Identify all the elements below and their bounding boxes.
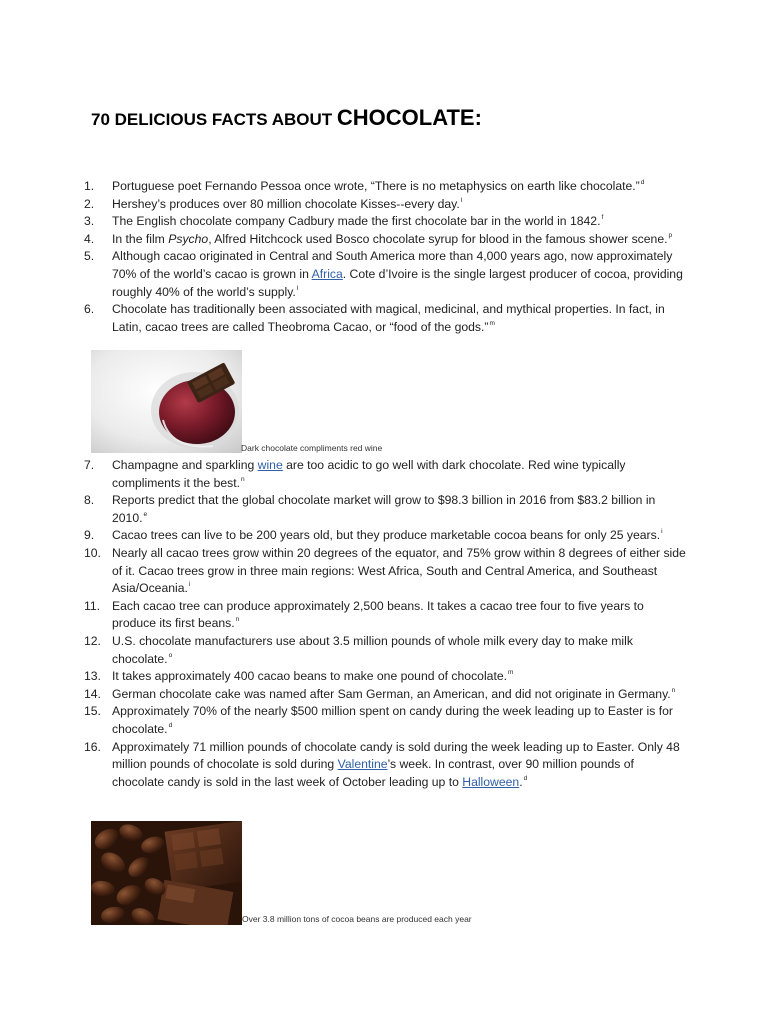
list-item	[0, 545, 687, 598]
item-text-end: .	[519, 774, 523, 789]
item-text: Chocolate has traditionally been associated with magical, medicinal, and mythical properties. In fact, in Latin, cacao trees are called Theobroma Cacao, or “food of the gods.”	[112, 302, 665, 334]
item-number: 16.	[84, 739, 101, 754]
item-number: 14.	[84, 686, 101, 701]
item-text: , Alfred Hitchcock used Bosco chocolate syrup for blood in the famous shower scene.	[208, 231, 668, 246]
item-text: Portuguese poet Fernando Pessoa once wrote, “There is no metaphysics on earth like chocolate.”	[112, 179, 640, 193]
item-number: 4.	[84, 231, 95, 246]
valentine-link[interactable]: Valentine	[337, 757, 388, 772]
list-item	[0, 668, 687, 686]
list-item	[0, 598, 687, 633]
item-text-cont: ’s week. In contrast, over 90 million pounds of chocolate candy is sold in the last week of October leading up to	[112, 757, 634, 789]
wine-chocolate-image	[91, 350, 242, 453]
list-item	[0, 527, 687, 545]
document-title	[91, 96, 482, 133]
item-number: 10.	[84, 545, 101, 560]
item-number: 9.	[84, 528, 95, 543]
wine-glass-chocolate-illustration	[91, 350, 242, 453]
africa-link[interactable]: Africa	[311, 266, 343, 281]
title-chocolate: CHOCOLATE:	[336, 105, 482, 130]
item-number: 11.	[84, 598, 101, 613]
list-item	[0, 492, 687, 527]
list-item	[0, 686, 687, 704]
item-number: 2.	[84, 196, 95, 211]
list-item	[0, 248, 687, 301]
list-item	[0, 231, 687, 249]
item-number: 7.	[84, 458, 95, 472]
facts-list-part2	[0, 457, 768, 791]
item-number: 5.	[84, 249, 95, 264]
footnote-marker: n	[235, 616, 240, 624]
image1-caption: Dark chocolate compliments red wine	[241, 443, 383, 453]
title-prefix: 70 DELICIOUS FACTS ABOUT	[91, 110, 337, 129]
item-text: Hershey’s produces over 80 million chocolate Kisses--every day.	[112, 196, 460, 211]
footnote-marker: m	[508, 669, 514, 677]
item-text: The English chocolate company Cadbury made the first chocolate bar in the world in 1842.	[112, 214, 601, 229]
list-item	[0, 457, 687, 492]
item-text: Although cacao originated in Central and South America more than 4,000 years ago, now approximately 70% of the world’s cacao is grown in	[112, 249, 673, 281]
item-number: 15.	[84, 704, 101, 719]
facts-list-part1	[0, 178, 768, 336]
footnote-marker: m	[489, 319, 495, 327]
item-number: 3.	[84, 214, 95, 229]
footnote-marker: e	[143, 510, 148, 518]
item-text-cont: are too acidic to go well with dark chocolate. Red wine typically compliments it the best.	[112, 458, 626, 490]
list-item	[0, 196, 687, 214]
footnote-marker: p	[668, 231, 673, 239]
item-text: Champagne and sparkling	[112, 458, 258, 472]
footnote-marker: l	[460, 196, 463, 204]
footnote-marker: i	[661, 528, 663, 536]
footnote-marker: d	[168, 721, 173, 729]
item-number: 1.	[84, 179, 95, 193]
cocoa-beans-illustration	[91, 821, 242, 925]
item-text: Reports predict that the global chocolate market will grow to $98.3 billion in 2016 from $83.2 billion in 2010.	[112, 493, 656, 525]
item-text: It takes approximately 400 cacao beans to make one pound of chocolate.	[112, 669, 507, 684]
item-text: German chocolate cake was named after Sam German, an American, and did not originate in Germany.	[112, 686, 671, 701]
wine-link[interactable]: wine	[257, 458, 283, 472]
halloween-link[interactable]: Halloween	[462, 774, 520, 789]
list-item	[0, 633, 687, 668]
list-item	[0, 301, 687, 336]
footnote-marker: f	[601, 214, 604, 222]
item-number: 12.	[84, 633, 101, 648]
list-item	[0, 739, 687, 792]
item-text: Approximately 71 million pounds of chocolate candy is sold during the week leading up to Easter. Only 48 million pounds of chocolate is sold during	[112, 739, 680, 772]
item-number: 6.	[84, 302, 95, 317]
item-number: 13.	[84, 669, 101, 684]
image2-caption: Over 3.8 million tons of cocoa beans are produced each year	[242, 914, 472, 924]
list-item	[0, 703, 687, 738]
item-text: U.S. chocolate manufacturers use about 3.5 million pounds of whole milk every day to make milk chocolate.	[112, 633, 633, 666]
cocoa-beans-image	[91, 821, 242, 925]
item-text-pre: In the film	[112, 231, 169, 246]
item-text: Nearly all cacao trees grow within 20 degrees of the equator, and 75% grow within 8 degrees of either side of it. Cacao trees grow in three main regions: West Africa, South and Central America, and Southeast Asia/Oceania.	[112, 545, 686, 596]
item-number: 8.	[84, 493, 95, 508]
film-title: Psycho	[168, 231, 209, 246]
footnote-marker: l	[296, 284, 299, 292]
item-text: Each cacao tree can produce approximately 2,500 beans. It takes a cacao tree four to five years to produce its first beans.	[112, 598, 644, 631]
footnote-marker: o	[168, 651, 173, 659]
footnote-marker: i	[188, 581, 191, 589]
footnote-marker: n	[241, 475, 245, 483]
footnote-marker: n	[671, 686, 676, 694]
list-item	[0, 213, 687, 231]
list-item	[0, 178, 687, 196]
item-text-cont: . Cote d’Ivoire is the single largest producer of cocoa, providing roughly 40% of the world’s supply.	[112, 266, 683, 299]
footnote-marker: d	[523, 774, 528, 782]
item-text: Cacao trees can live to be 200 years old, but they produce marketable cocoa beans for only 25 years.	[112, 528, 661, 543]
item-text: Approximately 70% of the nearly $500 million spent on candy during the week leading up to Easter is for chocolate.	[112, 704, 673, 736]
footnote-marker: d	[640, 179, 645, 186]
